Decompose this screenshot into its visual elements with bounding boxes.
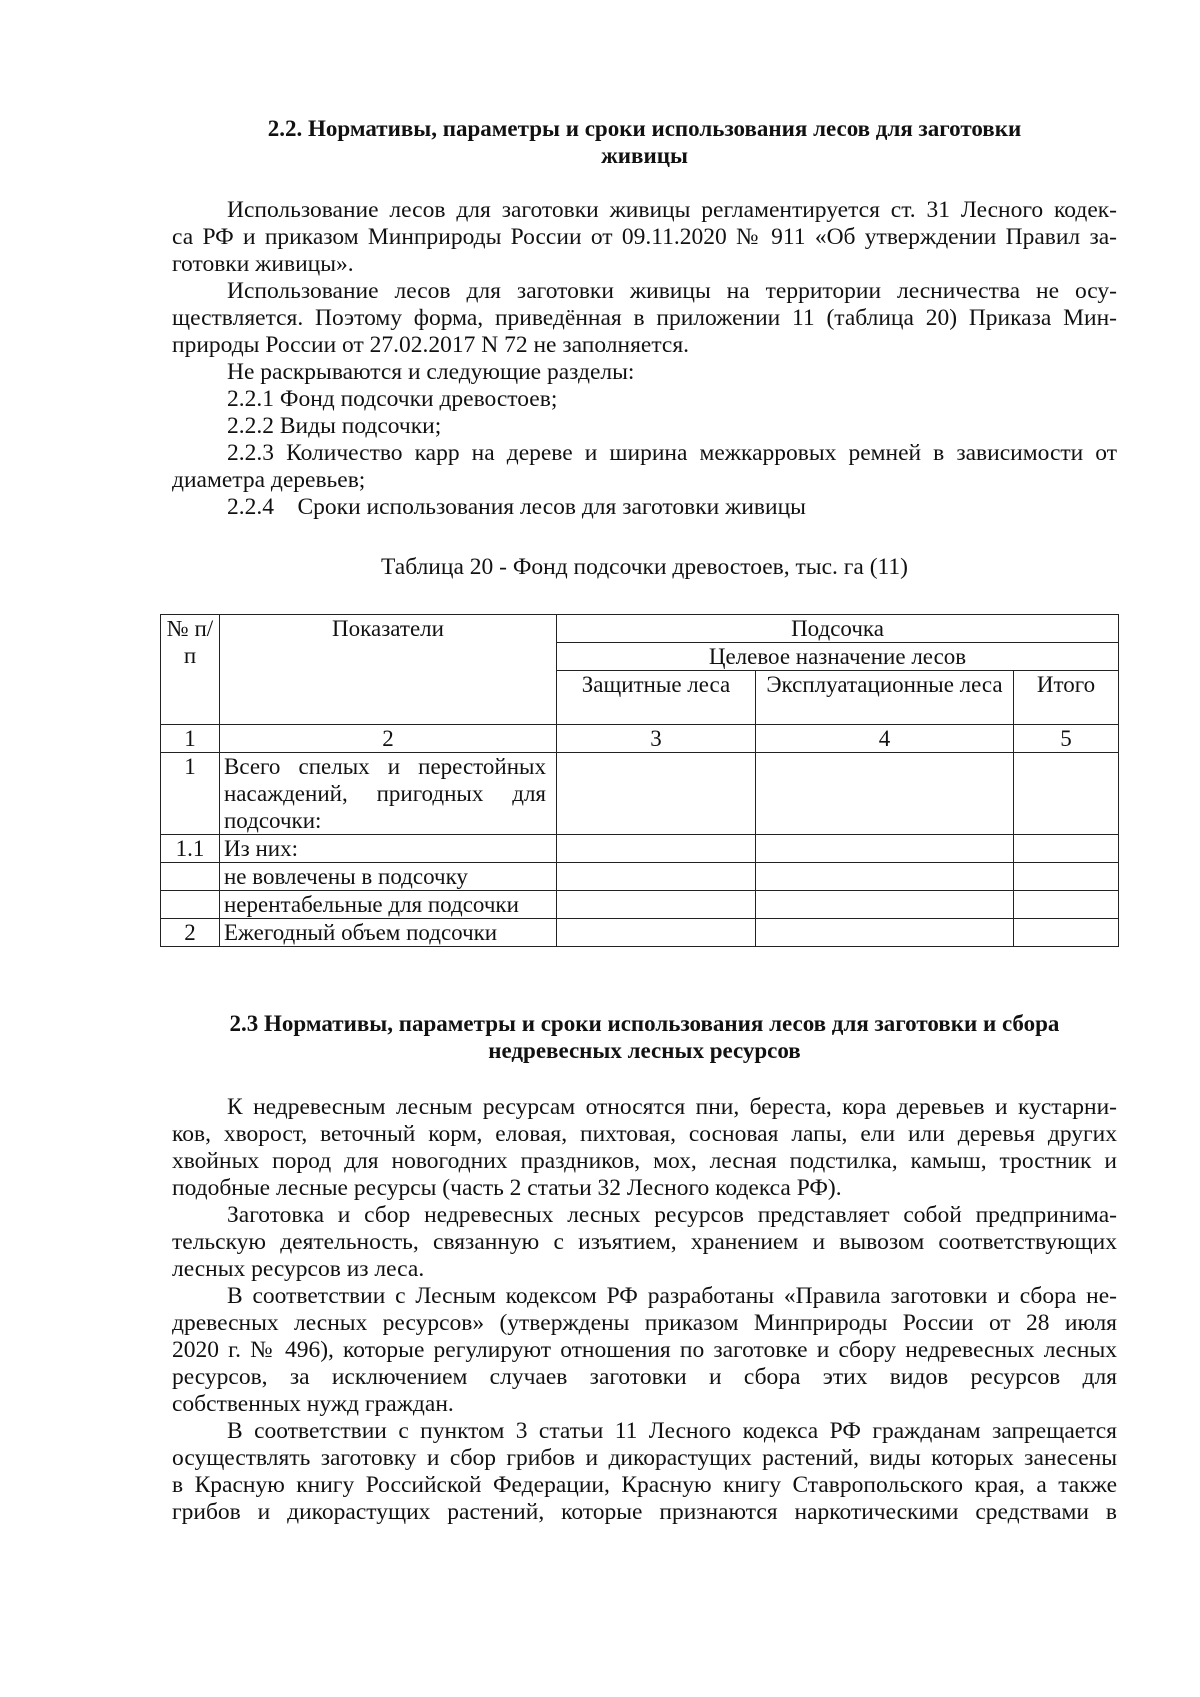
- paragraph-line: са РФ и приказом Минприроды России от 09.11.2020 № 911 «Об утверждении Правил за-: [172, 224, 1117, 250]
- column-number: 2: [220, 725, 557, 753]
- header-total: Итого: [1014, 671, 1119, 725]
- paragraph-line: в Красную книгу Российской Федерации, Красную книгу Ставропольского края, а также: [172, 1472, 1117, 1498]
- cell-total: [1014, 835, 1119, 863]
- paragraph-line: Заготовка и сбор недревесных лесных ресурсов представляет собой предпринима-: [227, 1202, 1117, 1228]
- paragraph-line: Использование лесов для заготовки живицы регламентируется ст. 31 Лесного кодек-: [227, 197, 1117, 223]
- header-indicators: Показатели: [220, 615, 557, 725]
- section-2-3-heading-line1: 2.3 Нормативы, параметры и сроки использования лесов для заготовки и сбора: [229, 1011, 1060, 1036]
- column-number: 5: [1014, 725, 1119, 753]
- row-number: [161, 891, 220, 919]
- row-label: Из них:: [220, 835, 557, 863]
- list-item: 2.2.4 Сроки использования лесов для заготовки живицы: [227, 494, 806, 520]
- cell-exploitation: [756, 891, 1014, 919]
- paragraph-line: древесных лесных ресурсов» (утверждены приказом Минприроды России от 28 июля: [172, 1310, 1117, 1336]
- paragraph-line: осуществлять заготовку и сбор грибов и дикорастущих растений, виды которых занесены: [172, 1445, 1117, 1471]
- cell-protective: [557, 891, 756, 919]
- cell-total: [1014, 891, 1119, 919]
- column-number: 1: [161, 725, 220, 753]
- section-2-2-heading-line2: живицы: [601, 143, 688, 168]
- paragraph-line: ществляется. Поэтому форма, приведённая в приложении 11 (таблица 20) Приказа Мин-: [172, 305, 1117, 331]
- paragraph-line: природы России от 27.02.2017 N 72 не заполняется.: [172, 332, 689, 358]
- paragraph-line: готовки живицы».: [172, 251, 354, 277]
- header-purpose: Целевое назначение лесов: [557, 643, 1119, 671]
- paragraph-line: В соответствии с Лесным кодексом РФ разработаны «Правила заготовки и сбора не-: [227, 1283, 1117, 1309]
- cell-total: [1014, 919, 1119, 947]
- cell-protective: [557, 863, 756, 891]
- row-label: Ежегодный объем подсочки: [220, 919, 557, 947]
- cell-exploitation: [756, 863, 1014, 891]
- cell-exploitation: [756, 919, 1014, 947]
- cell-exploitation: [756, 753, 1014, 835]
- row-number: 1.1: [161, 835, 220, 863]
- cell-protective: [557, 835, 756, 863]
- row-label-text: Всего спелых и перестойных насаждений, пригодных для подсочки:: [224, 754, 546, 833]
- list-item: 2.2.2 Виды подсочки;: [227, 413, 442, 439]
- cell-total: [1014, 863, 1119, 891]
- table-row: [161, 863, 1119, 891]
- paragraph-line: лесных ресурсов из леса.: [172, 1256, 425, 1282]
- list-item: 2.2.1 Фонд подсочки древостоев;: [227, 386, 558, 412]
- header-podsochka: Подсочка: [557, 615, 1119, 643]
- cell-protective: [557, 919, 756, 947]
- cell-total: [1014, 753, 1119, 835]
- paragraph-line: 2020 г. № 496), которые регулируют отношения по заготовке и сбору недревесных лесных: [172, 1337, 1117, 1363]
- table-row: [161, 835, 1119, 863]
- paragraph-line: ресурсов, за исключением случаев заготовки и сбора этих видов ресурсов для: [172, 1364, 1117, 1390]
- paragraph-line: собственных нужд граждан.: [172, 1391, 454, 1417]
- row-number: 2: [161, 919, 220, 947]
- table-20: [160, 614, 1119, 947]
- table-row: [161, 891, 1119, 919]
- paragraph-line: тельскую деятельность, связанную с изъятием, хранением и вывозом соответствующих: [172, 1229, 1117, 1255]
- table-row: [161, 753, 1119, 835]
- header-number: № п/п: [161, 615, 220, 725]
- section-2-3-heading-line2: недревесных лесных ресурсов: [488, 1038, 801, 1063]
- row-label: не вовлечены в подсочку: [220, 863, 557, 891]
- paragraph-line: подобные лесные ресурсы (часть 2 статьи 32 Лесного кодекса РФ).: [172, 1175, 842, 1201]
- row-number: [161, 863, 220, 891]
- row-label: [220, 753, 557, 835]
- list-item: 2.2.3 Количество карр на дереве и ширина межкарровых ремней в зависимости от: [227, 440, 1117, 466]
- list-item: диаметра деревьев;: [172, 467, 366, 493]
- paragraph-line: хвойных пород для новогодних праздников, мох, лесная подстилка, камыш, тростник и: [172, 1148, 1117, 1174]
- row-number: 1: [161, 753, 220, 835]
- header-exploitation: Эксплуатационные леса: [756, 671, 1014, 725]
- paragraph-line: В соответствии с пунктом 3 статьи 11 Лесного кодекса РФ гражданам запрещается: [227, 1418, 1117, 1444]
- paragraph-line: ков, хворост, веточный корм, еловая, пихтовая, сосновая лапы, ели или деревья других: [172, 1121, 1117, 1147]
- paragraph-line: грибов и дикорастущих растений, которые признаются наркотическими средствами в: [172, 1499, 1117, 1525]
- cell-exploitation: [756, 835, 1014, 863]
- table-row: [161, 919, 1119, 947]
- header-protective: Защитные леса: [557, 671, 756, 725]
- column-number: 3: [557, 725, 756, 753]
- paragraph-line: К недревесным лесным ресурсам относятся пни, береста, кора деревьев и кустарни-: [227, 1094, 1117, 1120]
- cell-protective: [557, 753, 756, 835]
- row-label: нерентабельные для подсочки: [220, 891, 557, 919]
- paragraph-line: Не раскрываются и следующие разделы:: [227, 359, 635, 385]
- section-2-2-heading-line1: 2.2. Нормативы, параметры и сроки использования лесов для заготовки: [267, 116, 1022, 141]
- table-caption: Таблица 20 - Фонд подсочки древостоев, тыс. га (11): [381, 554, 908, 580]
- column-number: 4: [756, 725, 1014, 753]
- paragraph-line: Использование лесов для заготовки живицы на территории лесничества не осу-: [227, 278, 1117, 304]
